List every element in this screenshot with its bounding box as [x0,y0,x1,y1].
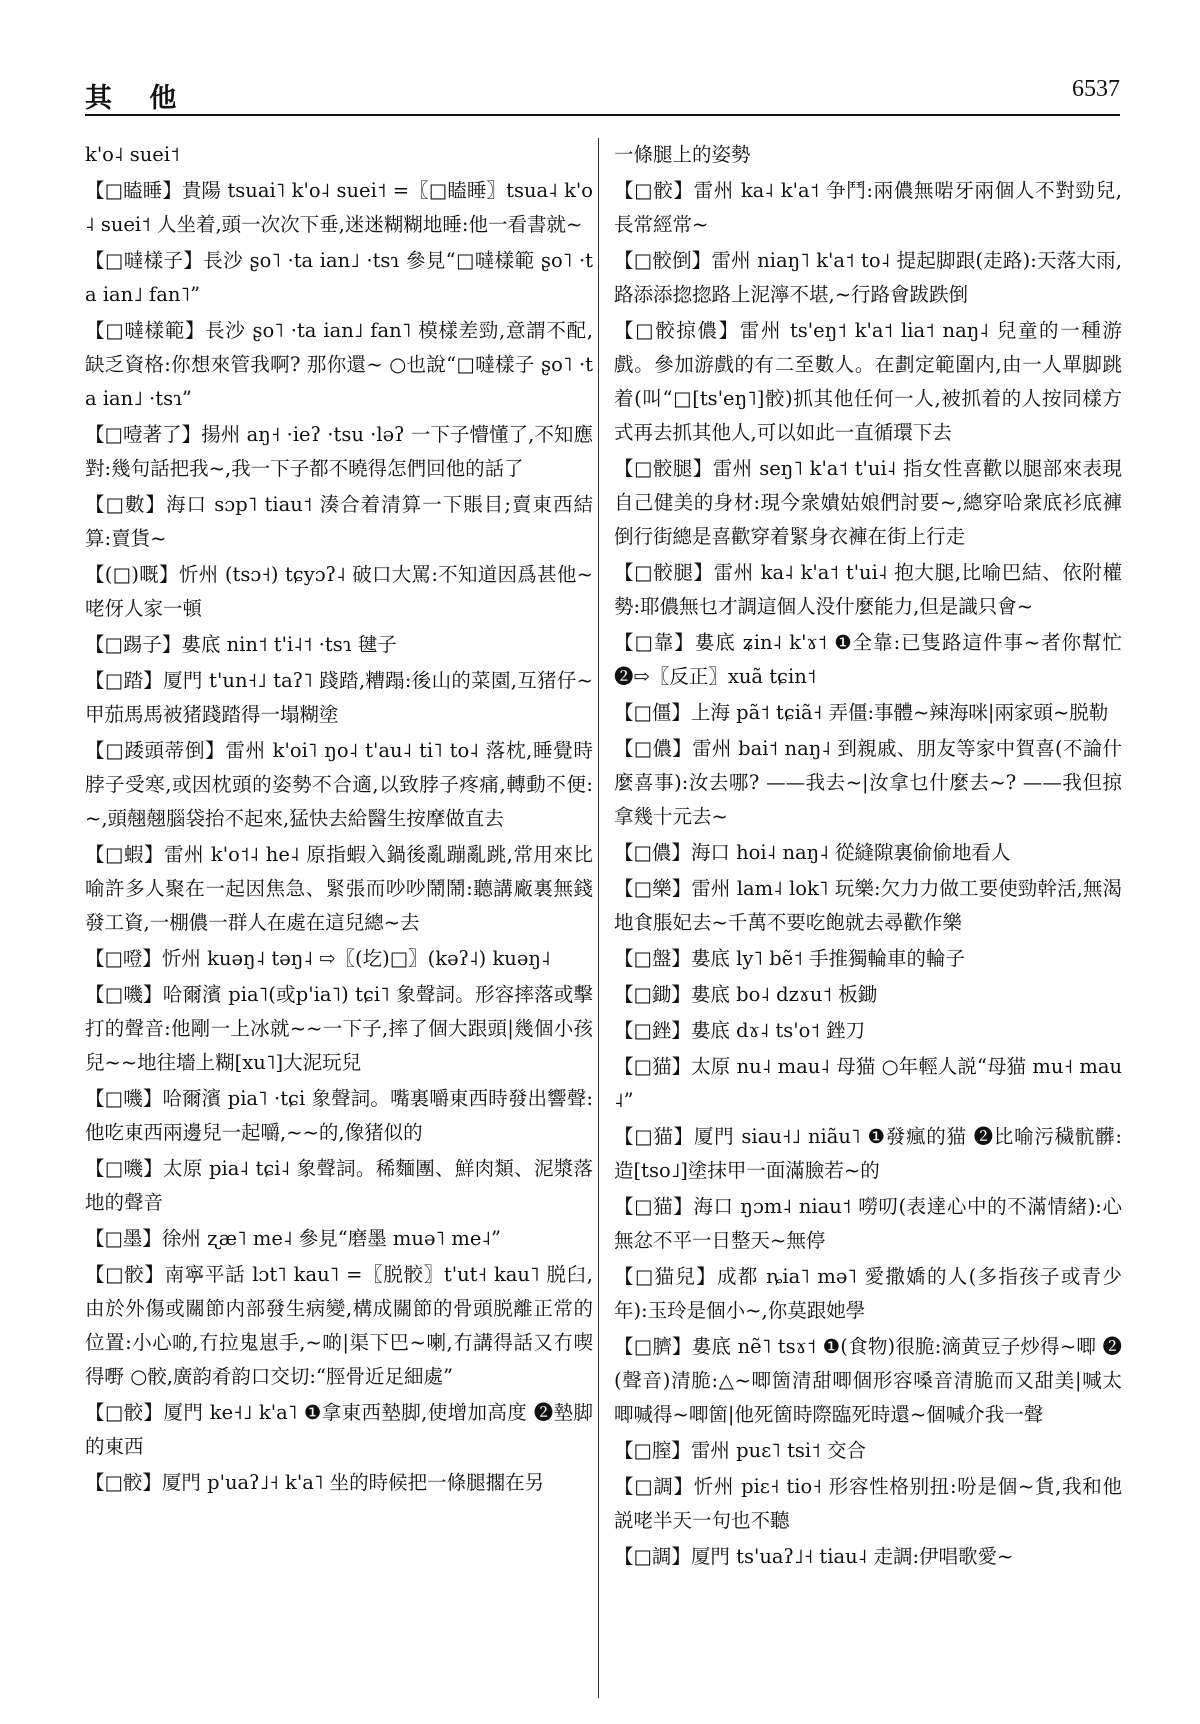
dictionary-entry: 【□骹倒】雷州 niaŋ˥ k'a˦ to˨ 提起脚跟(走路):天落大雨,路添添㧾㧾路上泥濘不堪,~行路會跋跌倒 [614,249,1122,306]
dictionary-entry: 【□靠】婁底 ʑin˨ k'ɤ˦ ❶全靠:已隻路這件事~者你幫忙 ❷⇨〖反正〗xuã tɕin˦ [614,631,1122,688]
dictionary-entry: k'o˨ suei˦ [85,143,180,166]
dictionary-entry: 【□臍】婁底 nẽ˥ tsɤ˦ ❶(食物)很脆:滴黄豆子炒得~唧 ❷(聲音)清脆:△~唧箇清甜唧個形容嗓音清脆而又甜美|喊太唧喊得~唧箇|他死箇時際臨死時還~個喊介我一聲 [614,1335,1122,1426]
dictionary-entry: 【□骹】南寧平話 lɔt˥ kau˥ =〖脱骹〗t'ut˧ kau˥ 脱臼,由於外傷或關節内部發生病變,構成關節的骨頭脱離正常的位置:小心啲,冇拉鬼崽手,~啲|渠下巴~喇,冇講得話又冇喫得嘢 ○骹,廣韵肴韵口交切:“脛骨近足細處” [85,1263,593,1388]
dictionary-entry: 【□儂】雷州 bai˦ naŋ˨ 到親戚、朋友等家中賀喜(不論什麼喜事):汝去哪? ——我去~|汝拿乜什麼去~? ——我但掠拿幾十元去~ [614,737,1122,828]
dictionary-entry: 【□墨】徐州 ʐæ˥ me˨ 參見“磨墨 muə˥ me˨” [85,1227,501,1250]
column-divider [598,138,599,1698]
dictionary-entry: 【□骹】厦門 p'uaʔ˩˧ k'a˥ 坐的時候把一條腿擱在另 [85,1471,545,1494]
dictionary-entry: 【□骹腿】雷州 seŋ˥ k'a˦ t'ui˨ 指女性喜歡以腿部來表現自己健美的身材:現今衆嬇姑娘們討要~,總穿哈衆底衫底褲倒行街總是喜歡穿着緊身衣褲在街上行走 [614,457,1122,548]
dictionary-entry: 【□噠樣範】長沙 ʂo˥ ·ta ian˩ fan˥ 模樣差勁,意謂不配,缺乏資格:你想來管我啊? 那你還~ ○也說“□噠樣子 ʂo˥ ·ta ian˩ ·tsɿ” [85,319,593,410]
dictionary-entry: 【□骹】厦門 ke˧˩ k'a˥ ❶拿東西墊脚,使增加高度 ❷墊脚的東西 [85,1401,593,1458]
dictionary-entry: 【□儂】海口 hoi˨ naŋ˨ 從縫隙裏偷偷地看人 [614,841,1011,864]
dictionary-entry: 【□銼】婁底 dɤ˨ ts'o˦ 銼刀 [614,1019,866,1042]
page-number: 6537 [1072,76,1120,102]
header-rule [85,114,1120,116]
dictionary-entry: 一條腿上的姿勢 [614,143,751,166]
dictionary-entry: 【□噎著了】揚州 aŋ˧ ·ieʔ ·tsu ·ləʔ 一下子懵懂了,不知應對:幾句話把我~,我一下子都不曉得怎們回他的話了 [85,423,593,480]
dictionary-entry: 【□骹】雷州 ka˨ k'a˦ 争鬥:兩儂無啱牙兩個人不對勁兒,長常經常~ [614,179,1122,236]
dictionary-entry: 【□踢子】婁底 nin˦ t'i˨˦ ·tsɿ 毽子 [85,633,397,656]
left-column [85,138,593,1698]
dictionary-entry: 【□猫兒】成都 ȵia˥ mə˥ 愛撒嬌的人(多指孩子或青少年):玉玲是個小~,你莫跟她學 [614,1265,1122,1322]
dictionary-entry: 【□噔】忻州 kuəŋ˨ təŋ˨ ⇨〖(圪)□〗(kəʔ˨) kuəŋ˨ [85,947,551,970]
dictionary-entry: 【□噠樣子】長沙 ʂo˥ ·ta ian˩ ·tsɿ 參見“□噠樣範 ʂo˥ ·ta ian˩ fan˥” [85,249,593,306]
dictionary-entry: 【□猫】海口 ŋɔm˨ niau˦ 嘮叨(表達心中的不滿情緒):心無忿不平一日整天~無停 [614,1195,1122,1252]
dictionary-entry: 【□瞌睡】貴陽 tsuai˥ k'o˨ suei˦ =〖□瞌睡〗tsua˨ k'o˨ suei˦ 人坐着,頭一次次下垂,迷迷糊糊地睡:他一看書就~ [85,179,593,236]
dictionary-entry: 【□骹腿】雷州 ka˨ k'a˦ t'ui˨ 抱大腿,比喻巴結、依附權勢:耶儂無乜才調這個人没什麼能力,但是識只會~ [614,561,1122,618]
dictionary-entry: 【□踒頭蒂倒】雷州 k'oi˥ ŋo˨ t'au˨ ti˥ to˨ 落枕,睡覺時脖子受寒,或因枕頭的姿勢不合適,以致脖子疼痛,轉動不便:~,頭翹翹腦袋抬不起來,猛快去給醫生按摩做直去 [85,739,593,830]
dictionary-entry: 【□數】海口 sɔp˥ tiau˦ 湊合着清算一下賬目;賣東西結算:賣貨~ [85,493,593,550]
dictionary-entry: 【□樂】雷州 lam˨ lok˥ 玩樂:欠力力做工要使勁幹活,無渴地食脹妃去~千萬不要吃飽就去尋歡作樂 [614,877,1122,934]
dictionary-entry: 【□調】厦門 ts'uaʔ˩˧ tiau˨ 走調:伊唱歌愛~ [614,1545,1014,1568]
dictionary-entry: 【□嘰】哈爾濱 pia˥ ·tɕi 象聲詞。嘴裏嚼東西時發出響聲:他吃東西兩邊兒一起嚼,~~的,像猪似的 [85,1087,593,1144]
dictionary-entry: 【□猫】太原 nu˨ mau˨ 母猫 ○年輕人説“母猫 mu˧ mau˨” [614,1055,1122,1112]
dictionary-entry: 【□嘰】太原 pia˨ tɕi˨ 象聲詞。稀麵團、鮮肉類、泥漿落地的聲音 [85,1157,593,1214]
dictionary-entry: 【□膣】雷州 puɛ˥ tsi˦ 交合 [614,1439,866,1462]
dictionary-entry: 【□猫】厦門 siau˧˩ niãu˥ ❶發瘋的猫 ❷比喻污穢骯髒:造[tso˩]塗抹甲一面滿臉若~的 [614,1125,1122,1182]
section-title: 其 他 [85,83,191,114]
dictionary-entry: 【□盤】婁底 ly˥ bẽ˦ 手推獨輪車的輪子 [614,947,966,970]
dictionary-entry: 【□鋤】婁底 bo˨ dzɤu˦ 板鋤 [614,983,878,1006]
dictionary-entry: 【(□)嘅】忻州 (tsɔ˧) tɕyɔʔ˨ 破口大罵:不知道因爲甚他~咾伢人家一頓 [85,563,593,620]
right-column [614,138,1122,1698]
page-header [85,72,1120,112]
dictionary-entry: 【□調】忻州 piɛ˧ tio˧ 形容性格别扭:吩是個~貨,我和他説咾半天一句也不聽 [614,1475,1122,1532]
dictionary-entry: 【□踏】厦門 t'un˧˩ taʔ˥ 踐踏,糟蹋:後山的菜園,互猪仔~甲茄馬馬被猪踐踏得一塌糊塗 [85,669,593,726]
dictionary-entry: 【□僵】上海 pã˦ tɕiã˧ 弄僵:事體~辣海咪|兩家頭~脱勒 [614,701,1109,724]
dictionary-entry: 【□骹掠儂】雷州 ts'eŋ˦ k'a˦ lia˦ naŋ˨ 兒童的一種游戲。參加游戲的有二至數人。在劃定範圍内,由一人單脚跳着(叫“□[ts'eŋ˥]骹)抓其他任何一人,被抓着的人按同樣方式再去抓其他人,可以如此一直循環下去 [614,319,1122,444]
dictionary-entry: 【□嘰】哈爾濱 pia˥(或p'ia˥) tɕi˥ 象聲詞。形容摔落或擊打的聲音:他剛一上冰就~~一下子,摔了個大跟頭|幾個小孩兒~~地往墻上糊[xu˥]大泥玩兒 [85,983,593,1074]
dictionary-entry: 【□蝦】雷州 k'o˦˨ he˨ 原指蝦入鍋後亂蹦亂跳,常用來比喻許多人聚在一起因焦急、緊張而吵吵鬧鬧:聽講廠裏無錢發工資,一棚儂一群人在處在這兒總~去 [85,843,593,934]
